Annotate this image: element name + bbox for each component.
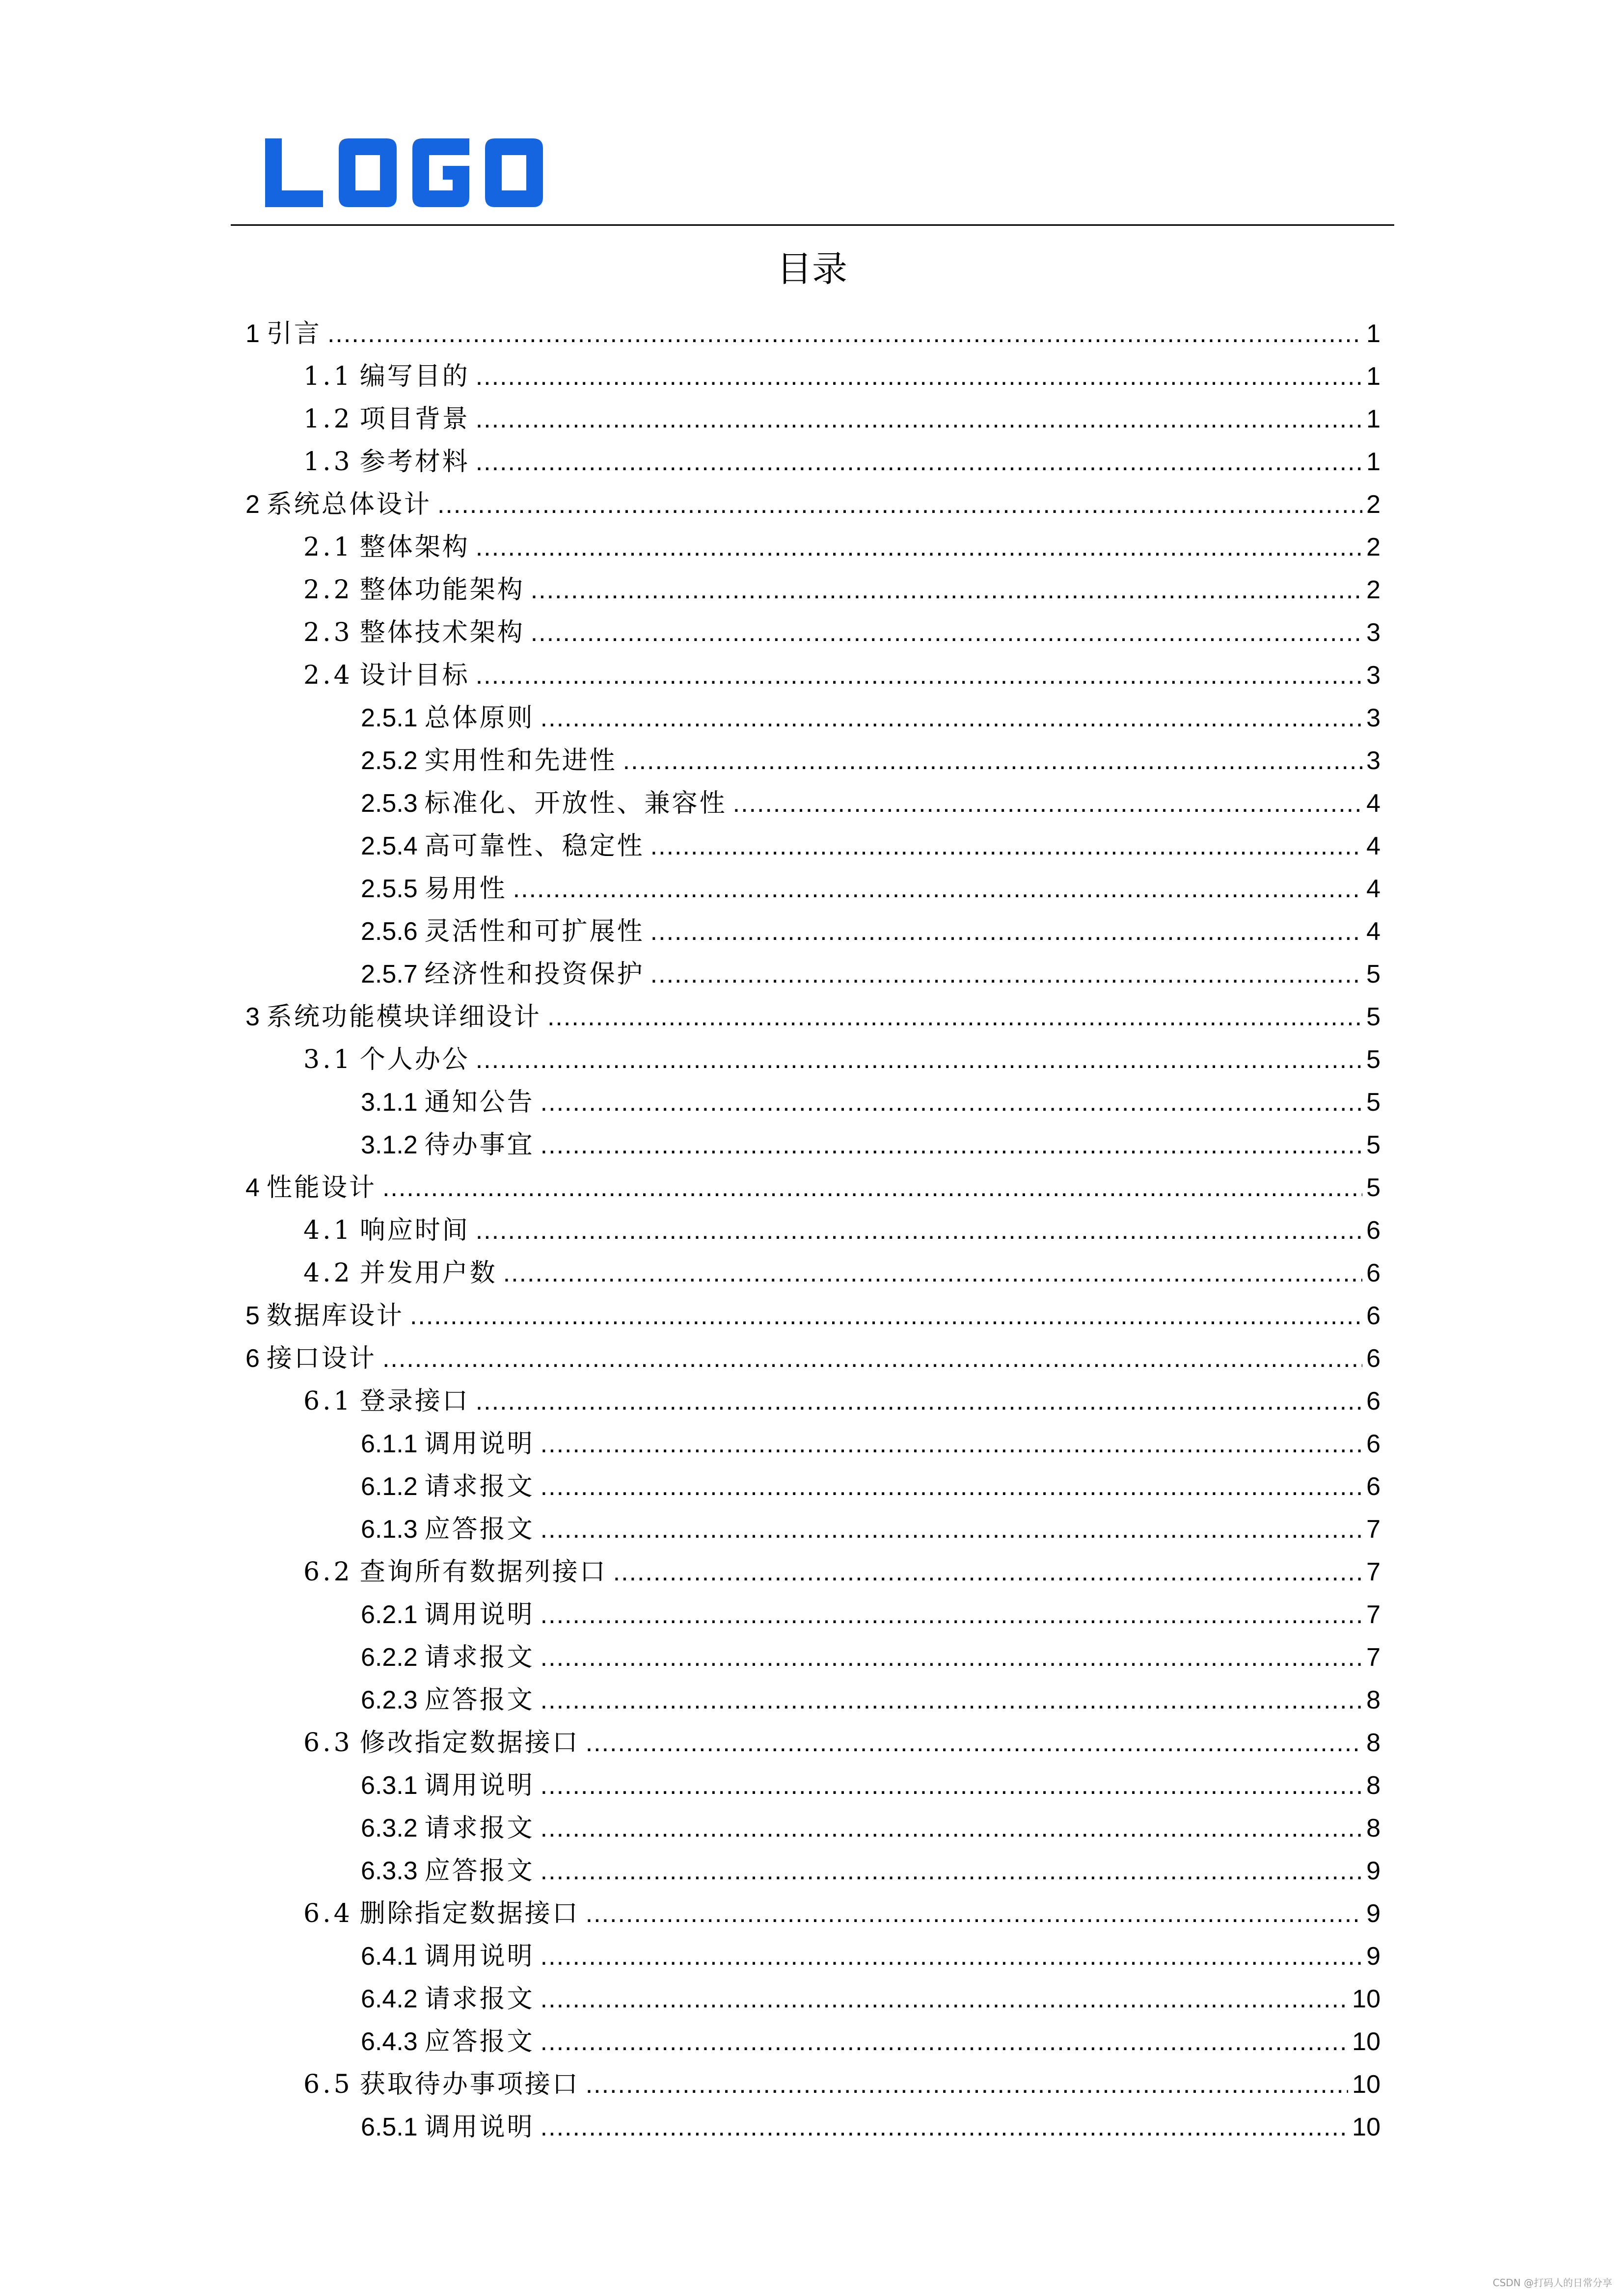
toc-entry[interactable]	[361, 744, 1380, 778]
toc-entry-number: 3	[245, 1003, 260, 1031]
toc-dot-leader	[476, 445, 1362, 479]
toc-entry-page-number: 1	[1366, 448, 1380, 476]
toc-entry[interactable]	[361, 1128, 1380, 1162]
toc-entry-number: 6.4	[303, 1899, 353, 1928]
toc-entry[interactable]	[361, 914, 1380, 949]
toc-dot-leader	[541, 1811, 1362, 1845]
toc-entry-page-number: 1	[1366, 362, 1380, 391]
toc-entry-label: 整体功能架构	[359, 575, 525, 605]
toc-entry[interactable]	[361, 872, 1380, 906]
toc-entry[interactable]	[303, 1042, 1380, 1077]
toc-entry-number: 2.3	[303, 618, 353, 647]
toc-entry[interactable]	[303, 615, 1380, 650]
toc-entry[interactable]	[361, 1427, 1380, 1461]
toc-entry-number: 1.3	[303, 447, 353, 477]
toc-dot-leader	[476, 402, 1362, 436]
toc-entry-number: 6.2.2	[361, 1643, 418, 1672]
toc-entry-label: 调用说明	[424, 1942, 535, 1971]
toc-dot-leader	[476, 1213, 1362, 1248]
toc-entry-label: 实用性和先进性	[424, 746, 617, 775]
toc-entry-label: 应答报文	[424, 1685, 535, 1715]
toc-entry-number: 3.1.2	[361, 1131, 418, 1159]
toc-dot-leader	[327, 317, 1362, 351]
toc-entry[interactable]	[303, 402, 1380, 436]
toc-entry-number: 6.1.2	[361, 1472, 418, 1501]
toc-entry-number: 6.1.3	[361, 1515, 418, 1544]
toc-entry-page-number: 9	[1366, 1899, 1380, 1928]
toc-entry-label: 数据库设计	[266, 1301, 404, 1331]
toc-dot-leader	[476, 658, 1362, 693]
toc-entry-number: 6.3.3	[361, 1857, 418, 1885]
toc-dot-leader	[586, 1726, 1362, 1760]
toc-entry-number: 6.3.2	[361, 1814, 418, 1842]
toc-entry[interactable]	[303, 573, 1380, 607]
toc-entry-page-number: 6	[1366, 1259, 1380, 1287]
toc-entry-label: 调用说明	[424, 1429, 535, 1459]
toc-entry[interactable]	[245, 317, 1380, 351]
toc-entry-page-number: 10	[1352, 2070, 1380, 2099]
toc-dot-leader	[541, 1768, 1362, 1803]
toc-entry-label: 灵活性和可扩展性	[424, 917, 645, 946]
toc-entry-label: 引言	[266, 319, 322, 348]
toc-entry[interactable]	[361, 2110, 1380, 2144]
toc-entry-label: 整体技术架构	[359, 618, 525, 647]
toc-entry[interactable]	[303, 1256, 1380, 1290]
toc-entry[interactable]	[361, 2025, 1380, 2059]
toc-dot-leader	[547, 1000, 1362, 1034]
toc-dot-leader	[410, 1299, 1362, 1333]
toc-entry-label: 调用说明	[424, 1600, 535, 1629]
toc-entry[interactable]	[303, 530, 1380, 564]
toc-entry-page-number: 4	[1366, 917, 1380, 946]
toc-dot-leader	[541, 1085, 1362, 1120]
toc-entry-label: 性能设计	[266, 1173, 377, 1202]
toc-entry-page-number: 3	[1366, 661, 1380, 690]
toc-entry-label: 接口设计	[266, 1344, 377, 1373]
toc-entry[interactable]	[303, 2067, 1380, 2102]
toc-entry-label: 设计目标	[359, 661, 470, 690]
toc-entry-number: 4.2	[303, 1258, 353, 1288]
toc-entry[interactable]	[303, 1384, 1380, 1418]
toc-entry-label: 请求报文	[424, 1643, 535, 1672]
toc-entry-page-number: 2	[1366, 576, 1380, 604]
toc-entry[interactable]	[303, 1555, 1380, 1589]
toc-entry[interactable]	[361, 1469, 1380, 1504]
toc-entry[interactable]	[245, 1299, 1380, 1333]
toc-dot-leader	[476, 530, 1362, 564]
toc-entry-label: 请求报文	[424, 1984, 535, 2014]
toc-entry-number: 2.5.6	[361, 917, 418, 946]
toc-entry-page-number: 5	[1366, 1131, 1380, 1159]
toc-dot-leader	[437, 487, 1362, 522]
toc-entry-label: 应答报文	[424, 1515, 535, 1544]
toc-entry-label: 响应时间	[359, 1216, 470, 1245]
toc-entry-number: 6.3	[303, 1728, 353, 1758]
toc-entry[interactable]	[361, 1640, 1380, 1675]
toc-entry-label: 应答报文	[424, 1856, 535, 1886]
toc-dot-leader	[650, 957, 1362, 991]
toc-entry-label: 编写目的	[359, 362, 470, 391]
toc-entry-page-number: 4	[1366, 789, 1380, 818]
toc-entry[interactable]	[303, 1213, 1380, 1248]
toc-entry[interactable]	[303, 1896, 1380, 1931]
toc-dot-leader	[541, 1939, 1362, 1974]
toc-entry-page-number: 5	[1366, 1003, 1380, 1031]
toc-entry-number: 6.5	[303, 2070, 353, 2099]
toc-entry-page-number: 5	[1366, 1174, 1380, 1202]
toc-entry-page-number: 5	[1366, 1045, 1380, 1074]
toc-dot-leader	[541, 1512, 1362, 1547]
toc-entry[interactable]	[361, 1512, 1380, 1547]
toc-entry-label: 经济性和投资保护	[424, 960, 645, 989]
toc-entry[interactable]	[361, 786, 1380, 821]
toc-entry-page-number: 3	[1366, 747, 1380, 775]
toc-dot-leader	[541, 1469, 1362, 1504]
toc-entry-number: 2.5.7	[361, 960, 418, 988]
toc-entry-number: 6.4.3	[361, 2028, 418, 2056]
toc-dot-leader	[541, 2110, 1348, 2144]
toc-dot-leader	[586, 2067, 1348, 2102]
toc-entry-number: 1	[245, 320, 260, 348]
toc-dot-leader	[541, 1854, 1362, 1888]
toc-entry[interactable]	[361, 1811, 1380, 1845]
toc-entry[interactable]	[361, 1982, 1380, 2016]
toc-entry-number: 6	[245, 1344, 260, 1373]
toc-entry-number: 6.3.1	[361, 1771, 418, 1800]
toc-entry-label: 获取待办事项接口	[359, 2070, 580, 2099]
toc-entry-number: 2.2	[303, 575, 353, 605]
toc-entry-page-number: 7	[1366, 1515, 1380, 1544]
toc-entry-number: 6.4.2	[361, 1985, 418, 2013]
toc-dot-leader	[733, 786, 1362, 821]
toc-entry-label: 系统功能模块详细设计	[266, 1002, 541, 1032]
toc-dot-leader	[541, 1982, 1348, 2016]
toc-entry-page-number: 6	[1366, 1430, 1380, 1458]
toc-entry-number: 2.4	[303, 661, 353, 690]
toc-entry[interactable]	[303, 658, 1380, 693]
toc-entry-label: 系统总体设计	[266, 490, 432, 519]
toc-title: 目录	[776, 248, 847, 290]
toc-entry-label: 总体原则	[424, 703, 535, 733]
toc-dot-leader	[541, 1640, 1362, 1675]
toc-entry-number: 1.2	[303, 404, 353, 434]
toc-dot-leader	[650, 829, 1362, 863]
toc-entry-page-number: 10	[1352, 2028, 1380, 2056]
toc-entry-number: 2	[245, 490, 260, 519]
toc-entry-page-number: 9	[1366, 1857, 1380, 1885]
toc-dot-leader	[623, 744, 1362, 778]
toc-dot-leader	[531, 573, 1362, 607]
toc-entry-page-number: 8	[1366, 1729, 1380, 1757]
toc-entry-label: 个人办公	[359, 1045, 470, 1074]
toc-entry-page-number: 5	[1366, 1088, 1380, 1117]
toc-dot-leader	[541, 1427, 1362, 1461]
watermark: CSDN @打码人的日常分享	[1492, 2277, 1612, 2289]
toc-entry[interactable]	[361, 1939, 1380, 1974]
toc-entry-label: 标准化、开放性、兼容性	[424, 789, 727, 818]
toc-entry[interactable]	[245, 487, 1380, 522]
toc-entry-label: 易用性	[424, 874, 507, 904]
toc-entry-page-number: 3	[1366, 618, 1380, 647]
toc-entry[interactable]	[361, 1085, 1380, 1120]
toc-dot-leader	[476, 359, 1362, 394]
toc-entry-page-number: 10	[1352, 1985, 1380, 2013]
toc-entry-page-number: 8	[1366, 1814, 1380, 1842]
toc-entry-number: 2.5.5	[361, 875, 418, 903]
toc-entry-page-number: 5	[1366, 960, 1380, 988]
toc-dot-leader	[382, 1171, 1362, 1205]
toc-entry-page-number: 1	[1366, 405, 1380, 433]
toc-entry-label: 项目背景	[359, 404, 470, 434]
toc-entry[interactable]	[303, 445, 1380, 479]
toc-entry[interactable]	[245, 1000, 1380, 1034]
toc-entry[interactable]	[303, 359, 1380, 394]
toc-entry-page-number: 6	[1366, 1216, 1380, 1245]
toc-entry-page-number: 1	[1366, 320, 1380, 348]
toc-dot-leader	[503, 1256, 1362, 1290]
toc-entry-label: 通知公告	[424, 1088, 535, 1117]
toc-entry-number: 2.5.4	[361, 832, 418, 860]
toc-entry[interactable]	[361, 1683, 1380, 1717]
toc-entry-number: 2.1	[303, 533, 353, 562]
toc-entry-number: 6.2.1	[361, 1601, 418, 1629]
toc-entry-page-number: 7	[1366, 1558, 1380, 1586]
toc-entry-page-number: 10	[1352, 2113, 1380, 2141]
toc-entry[interactable]	[245, 1341, 1380, 1376]
toc-entry-page-number: 6	[1366, 1302, 1380, 1330]
toc-dot-leader	[382, 1341, 1362, 1376]
toc-entry-label: 登录接口	[359, 1387, 470, 1416]
toc-entry-label: 整体架构	[359, 533, 470, 562]
toc-entry-label: 请求报文	[424, 1814, 535, 1843]
toc-dot-leader	[613, 1555, 1362, 1589]
toc-entry-label: 参考材料	[359, 447, 470, 477]
toc-entry-page-number: 3	[1366, 704, 1380, 732]
toc-entry-number: 6.1.1	[361, 1430, 418, 1458]
toc-entry-number: 6.4.1	[361, 1942, 418, 1971]
toc-entry-number: 2.5.1	[361, 704, 418, 732]
toc-entry-number: 6.5.1	[361, 2113, 418, 2141]
toc-entry-number: 6.1	[303, 1387, 353, 1416]
toc-entry[interactable]	[361, 701, 1380, 735]
toc-entry[interactable]	[361, 1598, 1380, 1632]
toc-entry-number: 1.1	[303, 362, 353, 391]
toc-entry-number: 2.5.3	[361, 789, 418, 818]
toc-dot-leader	[541, 1128, 1362, 1162]
toc-entry[interactable]	[361, 1768, 1380, 1803]
toc-entry-label: 修改指定数据接口	[359, 1728, 580, 1758]
toc-entry-page-number: 6	[1366, 1472, 1380, 1501]
toc-entry[interactable]	[361, 1854, 1380, 1888]
toc-entry-label: 调用说明	[424, 1771, 535, 1800]
toc-entry-page-number: 7	[1366, 1601, 1380, 1629]
toc-entry-number: 3.1	[303, 1045, 353, 1074]
toc-dot-leader	[541, 1683, 1362, 1717]
toc-entry-number: 6.2.3	[361, 1686, 418, 1714]
toc-dot-leader	[650, 914, 1362, 949]
toc-entry-number: 6.2	[303, 1557, 353, 1587]
toc-dot-leader	[513, 872, 1362, 906]
toc-dot-leader	[541, 2025, 1348, 2059]
toc-entry-label: 查询所有数据列接口	[359, 1557, 607, 1587]
toc-entry[interactable]	[245, 1171, 1380, 1205]
toc-entry-page-number: 6	[1366, 1344, 1380, 1373]
toc-dot-leader	[531, 615, 1362, 650]
toc-entry-number: 4.1	[303, 1216, 353, 1245]
toc-dot-leader	[586, 1896, 1362, 1931]
toc-entry-number: 3.1.1	[361, 1088, 418, 1117]
toc-dot-leader	[476, 1384, 1362, 1418]
toc-dot-leader	[541, 701, 1362, 735]
toc-entry-page-number: 8	[1366, 1771, 1380, 1800]
toc-entry-page-number: 9	[1366, 1942, 1380, 1971]
toc-entry-page-number: 2	[1366, 533, 1380, 561]
toc-entry-page-number: 4	[1366, 875, 1380, 903]
toc-entry-page-number: 2	[1366, 490, 1380, 519]
toc-entry-label: 高可靠性、稳定性	[424, 831, 645, 861]
toc-entry-number: 4	[245, 1174, 260, 1202]
toc-entry-page-number: 7	[1366, 1643, 1380, 1672]
toc-entry-label: 请求报文	[424, 1472, 535, 1501]
toc-entry[interactable]	[361, 957, 1380, 991]
toc-dot-leader	[541, 1598, 1362, 1632]
toc-entry-page-number: 4	[1366, 832, 1380, 860]
toc-entry-page-number: 6	[1366, 1387, 1380, 1415]
toc-entry-label: 待办事宜	[424, 1130, 535, 1160]
toc-entry[interactable]	[361, 829, 1380, 863]
toc-dot-leader	[476, 1042, 1362, 1077]
toc-entry-number: 2.5.2	[361, 747, 418, 775]
toc-entry-label: 并发用户数	[359, 1258, 497, 1288]
toc-entry-label: 调用说明	[424, 2112, 535, 2142]
toc-entry[interactable]	[303, 1726, 1380, 1760]
toc-entry-page-number: 8	[1366, 1686, 1380, 1714]
toc-entry-label: 应答报文	[424, 2027, 535, 2056]
toc-entry-label: 删除指定数据接口	[359, 1899, 580, 1928]
toc-entry-number: 5	[245, 1302, 260, 1330]
